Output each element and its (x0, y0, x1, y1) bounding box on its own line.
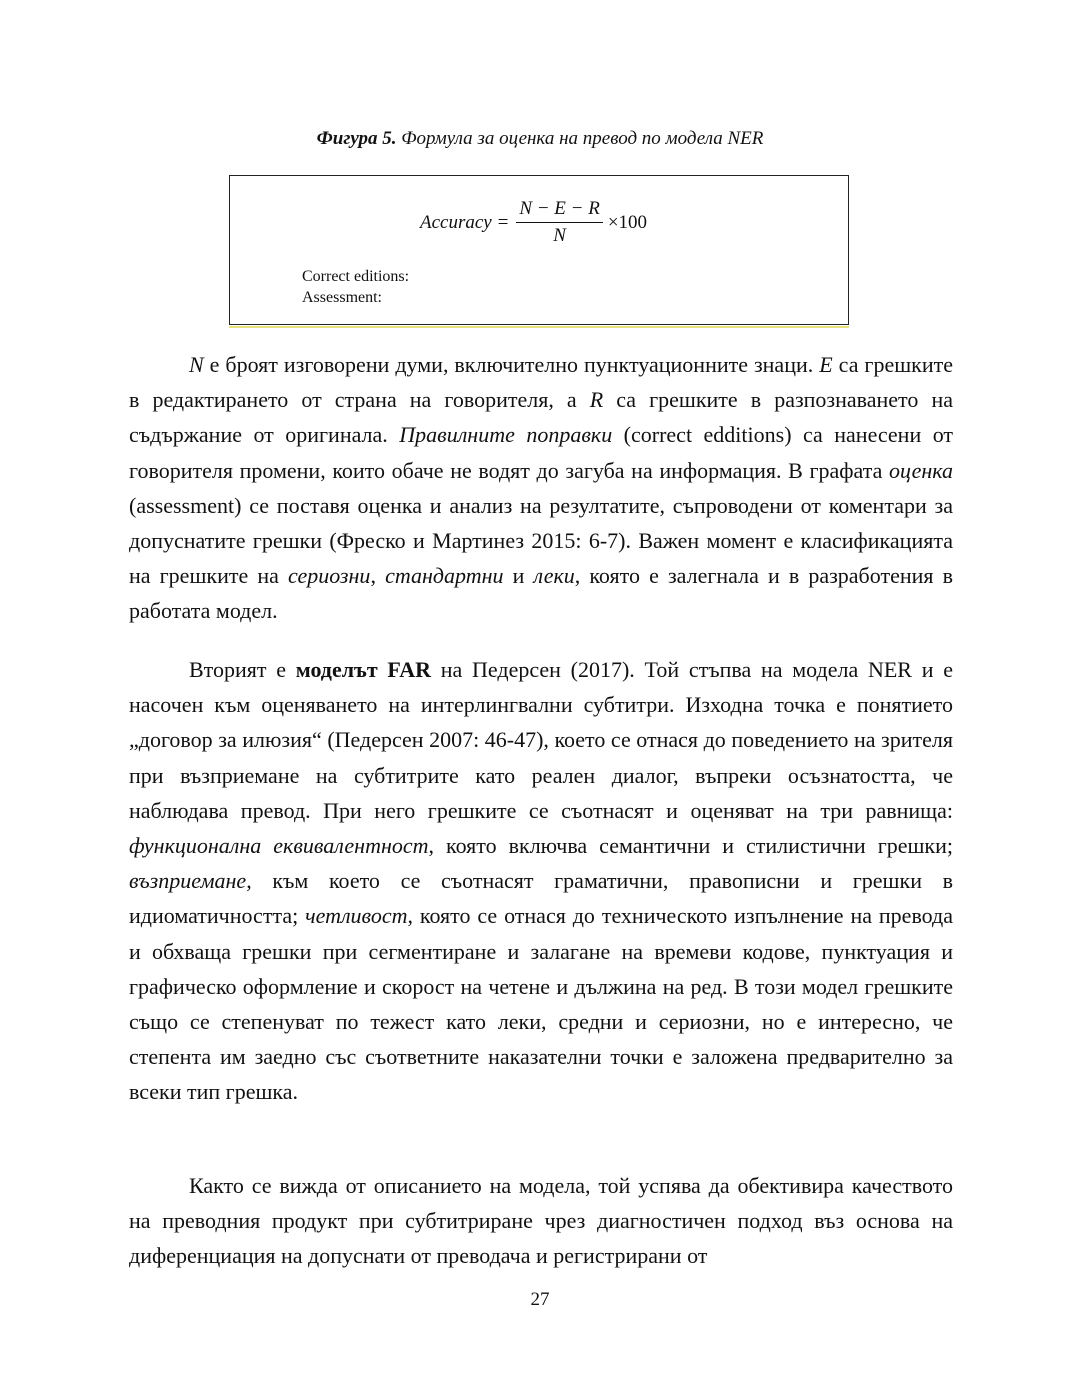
text-span: , към което се съотнасят граматични, правописни и грешки в идиоматичността; (129, 868, 953, 929)
term-far-model: моделът FAR (295, 657, 431, 682)
term-functional-equivalence: функционална еквивалентност (129, 833, 429, 859)
paragraph-far-model (129, 652, 953, 1110)
figure-caption-text: Формула за оценка на превод по модела NER (396, 128, 764, 149)
formula-lhs: Accuracy = (420, 211, 510, 233)
text-span: , която включва семантични и стилистични грешки; (428, 833, 953, 859)
var-r: R (589, 387, 604, 413)
var-n: N (189, 352, 204, 377)
text-span: , която се отнася до техническото изпълнение на превода и обхваща грешки при сегментиране и залагане на времеви кодове, пунктуация и графическо оформление и скорост на четене и дължина на ред. В този модел грешките също се степенуват по тежест като леки, средни и сериозни, но е интересно, че степента им заедно със съответните наказателни точки е заложена предварително за всеки тип грешка. (129, 903, 954, 1105)
text-span: са грешките в разпознаването на съдържание от оригинала. (129, 387, 953, 448)
term-standard: стандартни (385, 563, 504, 589)
accuracy-formula (420, 198, 647, 247)
paragraph-conclusion (129, 1168, 953, 1274)
term-acceptability: възприемане (129, 868, 247, 894)
figure-caption-label: Фигура 5. (316, 128, 397, 149)
term-correct-editions: Правилните поправки (399, 422, 613, 448)
text-span: и (503, 563, 534, 589)
formula-numerator: N − E − R (516, 198, 603, 223)
term-readability: четливост (305, 903, 408, 929)
page-number: 27 (530, 1289, 550, 1310)
term-serious: сериозни (287, 563, 371, 589)
formula-figure (229, 175, 849, 325)
text-span: са грешките в редактирането от страна на говорителя, а (129, 352, 954, 413)
text-span: е броят изговорени думи, включително пунктуационните знаци. (203, 352, 820, 377)
paragraph-ner-description (129, 347, 953, 629)
text-span: (assessment) се поставя оценка и анализ на резултатите, съпроводени от коментари за допуснатите грешки (Фреско и Мартинез 2015: 6-7). Важен момент е класификацията на грешките на (129, 492, 953, 589)
correct-editions-label: Correct editions: (302, 268, 410, 285)
formula-denominator: N (553, 225, 566, 246)
text-span: (correct edditions) са нанесени от говорителя промени, които обаче не водят до загуба на информация. В графата (129, 422, 954, 483)
figure-underline (229, 326, 849, 328)
assessment-label: Assessment: (302, 289, 382, 306)
text-span: , (370, 563, 386, 589)
term-light: леки (533, 563, 575, 589)
text-span: на Педерсен (2017). Той стъпва на модела NER и е насочен към оценяването на интерлингвални субтитри. Изходна точка е понятието „договор за илюзия“ (Педерсен 2007: 46-47), което се отнася до поведението на зрителя при възприемане на субтитрите като реален диалог, въпреки осъзнатостта, че наблюдава превод. При него грешките се съотнасят и оценяват на три равнища: (129, 657, 953, 823)
text-span: Вторият е (189, 657, 296, 682)
formula-multiplier: ×100 (607, 211, 648, 233)
term-assessment: оценка (889, 457, 953, 483)
formula-fraction (516, 198, 603, 247)
text-span: , която е залегнала и в разработения в работата модел. (129, 563, 953, 624)
text-span: Както се вижда от описанието на модела, той успява да обективира качеството на преводния продукт при субтитриране чрез диагностичен подход въз основа на диференциация на допуснати от преводача и регистрирани от (129, 1173, 953, 1269)
var-e: E (819, 352, 833, 377)
figure-caption (0, 128, 1080, 150)
